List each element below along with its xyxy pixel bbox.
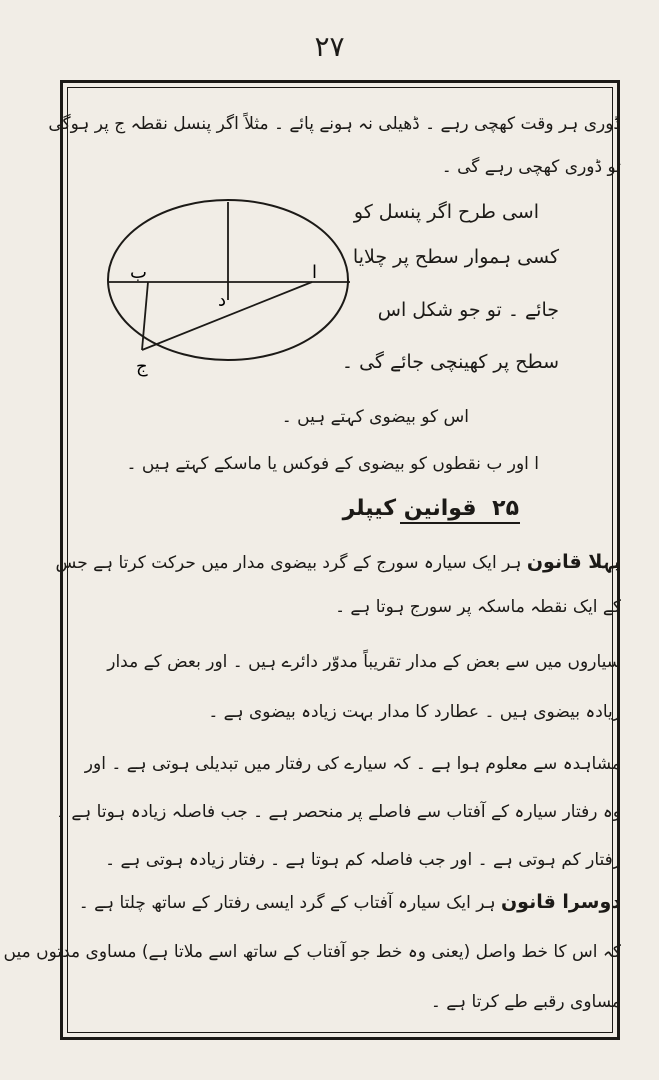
first-law-line2: کے ایک نقطہ ماسکہ پر سورج ہوتا ہے ۔ — [335, 597, 621, 617]
label-jeem: ج — [136, 356, 148, 377]
second-law-line3: مساوی رقبے طے کرتا ہے ۔ — [430, 992, 621, 1012]
first-law-label: پہلا قانون — [526, 551, 621, 573]
side-text-1: اسی طرح اگر پنسل کو — [353, 201, 539, 223]
observation-line2: وہ رفتار سیارہ کے آفتاب سے فاصلے پر منحصر ہے ۔ جب فاصلہ زیادہ ہوتا ہے ۔ — [55, 802, 621, 822]
heading-underline — [400, 522, 520, 524]
label-dal: د — [218, 290, 227, 311]
first-law-text1: ہر ایک سیارہ سورج کے گرد بیضوی مدار میں حرکت کرتا ہے جس — [55, 553, 522, 573]
section-heading — [343, 496, 519, 521]
paragraph1-line1: ڈوری ہر وقت کھچی رہے ۔ ڈھیلی نہ ہونے پائے ۔ مثلاً اگر پنسل نقطہ ج پر ہوگی — [48, 114, 621, 134]
paragraph1-line2: تو ڈوری کھچی رہے گی ۔ — [441, 157, 621, 177]
ellipse-diagram — [100, 190, 370, 380]
focus-line-a — [142, 282, 312, 350]
section-number: ۲۵ — [492, 496, 519, 521]
side-text-3: جائے ۔ تو جو شکل اس — [377, 299, 559, 321]
second-law-line1 — [79, 890, 621, 915]
orbits-line1: سیاروں میں سے بعض کے مدار تقریباً مدوّر دائرے ہیں ۔ اور بعض کے مدار — [107, 652, 621, 672]
first-law-line1 — [56, 550, 621, 575]
second-law-label: دوسرا قانون — [500, 891, 621, 913]
second-law-text1: ہر ایک سیارہ آفتاب کے گرد ایسی رفتار کے ساتھ چلتا ہے ۔ — [78, 893, 496, 913]
side-text-2: کسی ہموار سطح پر چلایا — [352, 246, 559, 268]
second-law-line2: کہ اس کا خط واصل (یعنی وہ خط جو آفتاب کے ساتھ اسے ملاتا ہے) مساوی مدتوں میں — [3, 942, 621, 962]
side-text-5: اس کو بیضوی کہتے ہیں ۔ — [281, 407, 469, 427]
side-text-4: سطح پر کھینچی جائے گی ۔ — [341, 351, 559, 373]
observation-line1: مشاہدہ سے معلوم ہوا ہے ۔ کہ سیارے کی رفتار میں تبدیلی ہوتی ہے ۔ اور — [84, 754, 621, 774]
label-be: ب — [130, 262, 147, 283]
orbits-line2: زیادہ بیضوی ہیں ۔ عطارد کا مدار بہت زیادہ بیضوی ہے ۔ — [208, 702, 621, 722]
page-number: ۲۷ — [314, 30, 345, 63]
label-alif: ا — [312, 262, 318, 283]
section-title: قوانین کیپلر — [342, 496, 477, 521]
observation-line3: رفتار کم ہوتی ہے ۔ اور جب فاصلہ کم ہوتا ہے ۔ رفتار زیادہ ہوتی ہے ۔ — [105, 850, 621, 870]
foci-line: ا اور ب نقطوں کو بیضوی کے فوکس یا ماسکے کہتے ہیں ۔ — [126, 454, 539, 474]
